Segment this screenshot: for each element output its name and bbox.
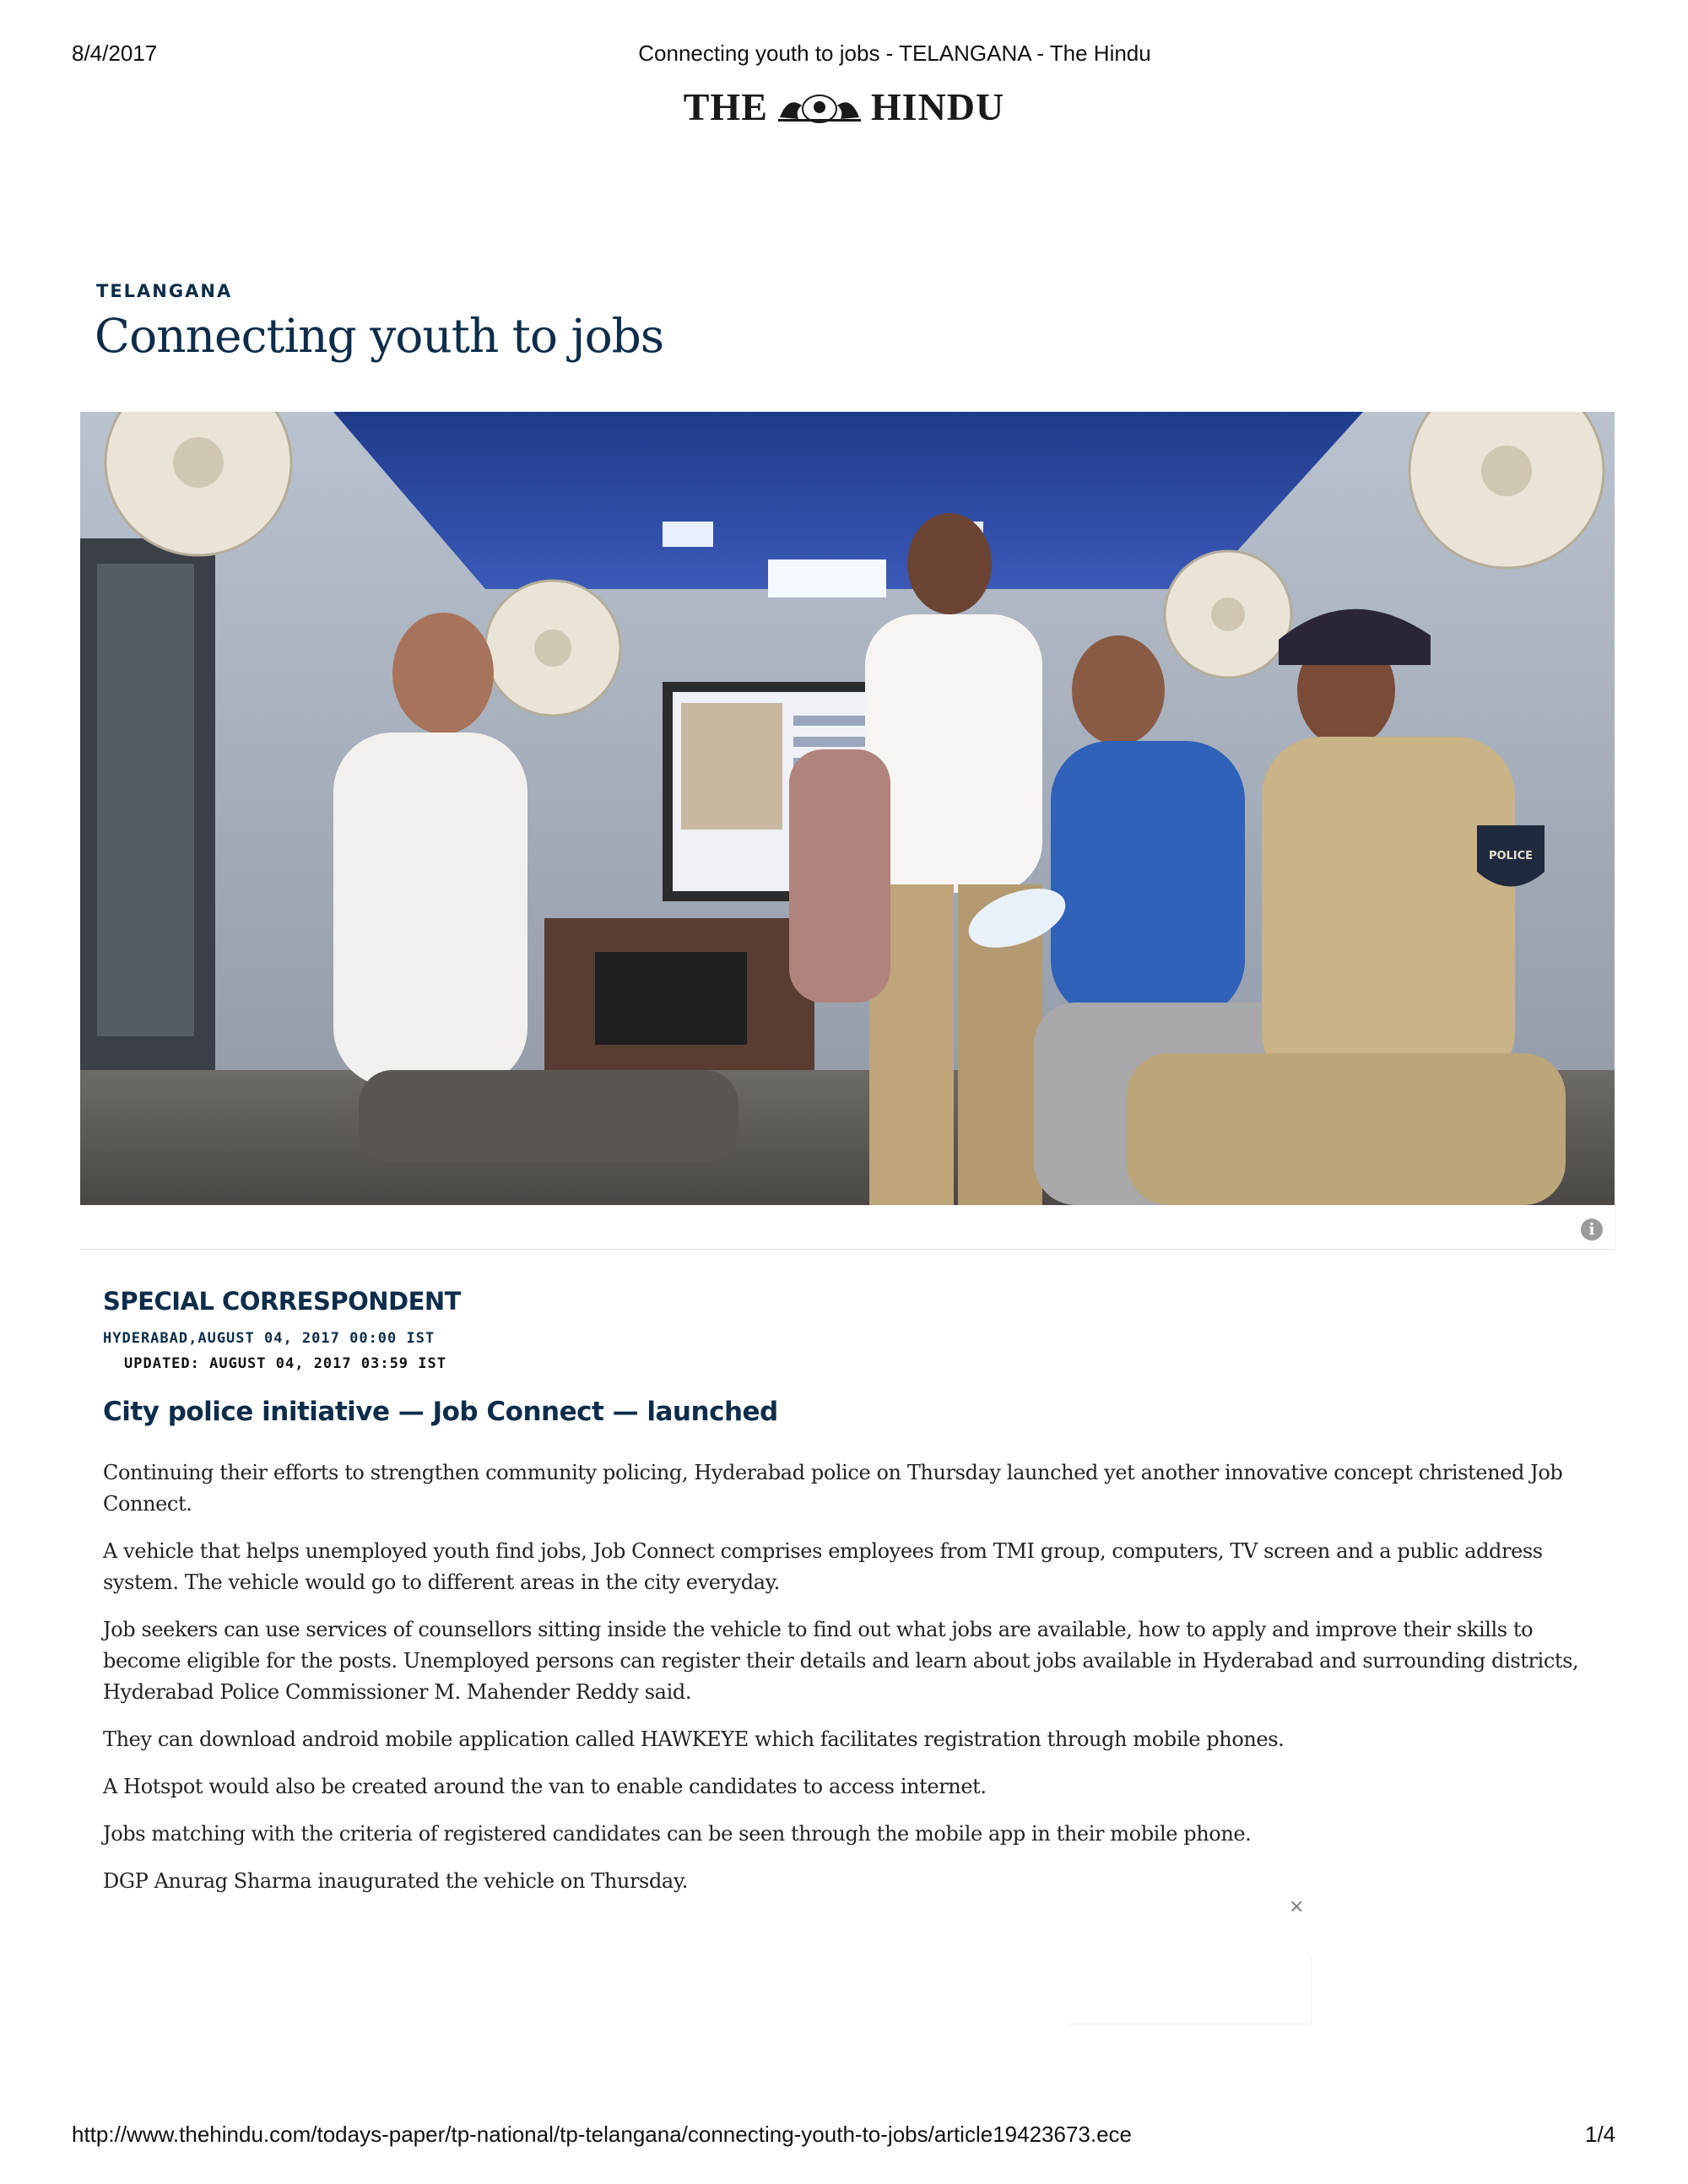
article-paragraph: A Hotspot would also be created around the van to enable candidates to access internet. xyxy=(103,1775,987,1798)
author-byline[interactable]: SPECIAL CORRESPONDENT xyxy=(103,1287,461,1316)
updated-timestamp: UPDATED: AUGUST 04, 2017 03:59 IST xyxy=(124,1355,446,1372)
ad-slot xyxy=(1068,1956,1312,2025)
print-url: http://www.thehindu.com/todays-paper/tp-national/tp-telangana/connecting-youth-to-jobs/article19423673.ece xyxy=(72,2122,1133,2147)
masthead-the: THE xyxy=(683,85,768,128)
info-icon[interactable]: i xyxy=(1581,1219,1603,1241)
article-paragraph: Job seekers can use services of counsellors sitting inside the vehicle to find out what jobs are available, how to apply and improve their skills to become eligible for the posts. Unemployed persons can register their details and learn about jobs available in Hyderabad and surrounding districts, Hyderabad Police Commissioner M. Mahender Reddy said. xyxy=(103,1618,1579,1704)
article-paragraph: Jobs matching with the criteria of registered candidates can be seen through the mobile app in their mobile phone. xyxy=(103,1822,1252,1846)
article-paragraph: A vehicle that helps unemployed youth find jobs, Job Connect comprises employees from TMI group, computers, TV screen and a public address system. The vehicle would go to different areas in the city everyday. xyxy=(103,1539,1543,1594)
article-body xyxy=(103,1457,1597,1913)
print-page-number: 1/4 xyxy=(1585,2122,1616,2147)
masthead-hindu: HINDU xyxy=(870,85,1005,128)
emblem-icon xyxy=(773,89,866,126)
article-subhead: City police initiative — Job Connect — launched xyxy=(103,1397,778,1427)
article-paragraph: DGP Anurag Sharma inaugurated the vehicle on Thursday. xyxy=(103,1869,689,1893)
article-paragraph: They can download android mobile application called HAWKEYE which facilitates registration through mobile phones. xyxy=(103,1727,1285,1751)
photo-illustration xyxy=(80,412,1615,1205)
article-headline: Connecting youth to jobs xyxy=(95,309,664,363)
print-page-title: Connecting youth to jobs - TELANGANA - The Hindu xyxy=(638,41,1151,66)
photo-caption-bar xyxy=(80,1205,1615,1250)
ad-close-icon[interactable]: × xyxy=(1289,1896,1305,1917)
uniform-badge: POLICE xyxy=(1488,850,1534,862)
masthead[interactable] xyxy=(0,84,1688,129)
article-paragraph: Continuing their efforts to strengthen community policing, Hyderabad police on Thursday launched yet another innovative concept christened Job Connect. xyxy=(103,1461,1563,1516)
print-date: 8/4/2017 xyxy=(72,41,158,66)
dateline: HYDERABAD,AUGUST 04, 2017 00:00 IST xyxy=(103,1330,436,1347)
article-photo xyxy=(80,412,1615,1205)
section-label[interactable]: TELANGANA xyxy=(96,281,233,301)
